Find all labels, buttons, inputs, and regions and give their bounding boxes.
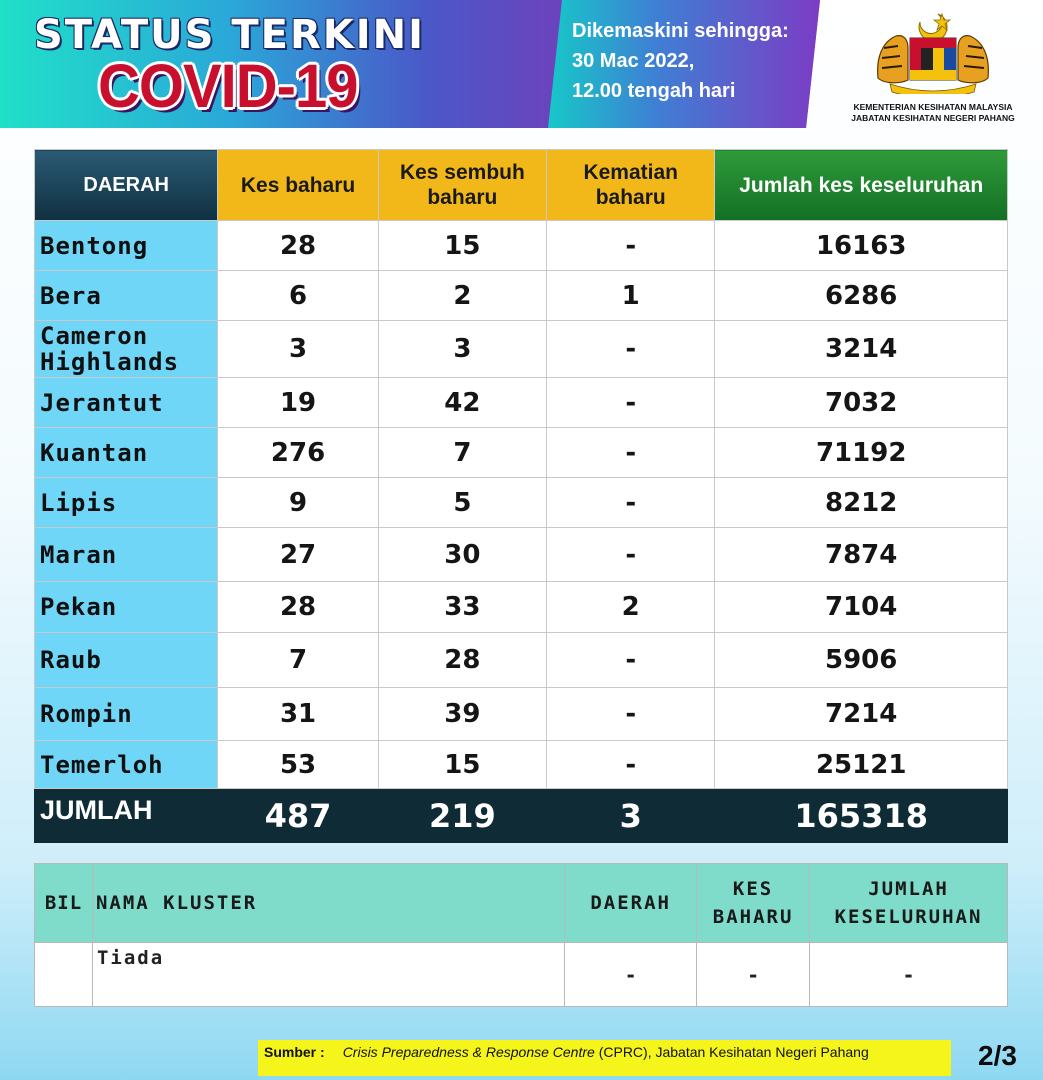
jumlah-cell: 8212: [715, 478, 1008, 528]
source-label: Sumber :: [264, 1044, 325, 1060]
kes-sembuh-cell: 33: [378, 582, 546, 633]
district-name: Maran: [35, 528, 218, 582]
ministry-line-2: JABATAN KESIHATAN NEGERI PAHANG: [851, 113, 1015, 123]
table-row: [35, 741, 1008, 789]
ministry-name: [828, 102, 1038, 124]
kematian-cell: -: [547, 378, 715, 428]
kes-sembuh-cell: 3: [378, 321, 546, 378]
total-label: JUMLAH: [35, 789, 218, 843]
update-line-3: 12.00 tengah hari: [572, 80, 736, 102]
table-header-row: [35, 150, 1008, 221]
update-info: [572, 16, 789, 106]
kes-baharu-cell: 3: [218, 321, 378, 378]
jumlah-cell: 16163: [715, 221, 1008, 271]
header-cluster-jumlah: JUMLAH KESELURUHAN: [810, 864, 1008, 943]
table-row: [35, 582, 1008, 633]
source-note: [258, 1040, 951, 1076]
ministry-line-1: KEMENTERIAN KESIHATAN MALAYSIA: [853, 102, 1013, 112]
kes-baharu-cell: 19: [218, 378, 378, 428]
cluster-nama: Tiada: [92, 943, 564, 1007]
table-row: [35, 478, 1008, 528]
kes-baharu-cell: 7: [218, 633, 378, 688]
total-jumlah: 165318: [715, 789, 1008, 843]
kes-sembuh-cell: 7: [378, 428, 546, 478]
jumlah-cell: 6286: [715, 271, 1008, 321]
kematian-cell: -: [547, 688, 715, 741]
jumlah-cell: 25121: [715, 741, 1008, 789]
table-row: [35, 528, 1008, 582]
kes-baharu-cell: 28: [218, 582, 378, 633]
kes-baharu-cell: 9: [218, 478, 378, 528]
source-org-rest: (CPRC), Jabatan Kesihatan Negeri Pahang: [594, 1044, 869, 1060]
cluster-jumlah: -: [810, 943, 1008, 1007]
cluster-row: [35, 943, 1008, 1007]
cluster-daerah: -: [565, 943, 697, 1007]
table-row: [35, 221, 1008, 271]
header-kes-baharu: Kes baharu: [218, 150, 378, 221]
cluster-kes-baharu: -: [697, 943, 810, 1007]
header-jumlah: Jumlah kes keseluruhan: [715, 150, 1008, 221]
kes-baharu-cell: 53: [218, 741, 378, 789]
kes-sembuh-cell: 42: [378, 378, 546, 428]
total-row: [35, 789, 1008, 843]
header-kematian: Kematian baharu: [547, 150, 715, 221]
jumlah-cell: 71192: [715, 428, 1008, 478]
table-row: [35, 428, 1008, 478]
district-name: Kuantan: [35, 428, 218, 478]
jumlah-cell: 7032: [715, 378, 1008, 428]
jumlah-cell: 7874: [715, 528, 1008, 582]
header-kes-sembuh: Kes sembuh baharu: [378, 150, 546, 221]
kematian-cell: 1: [547, 271, 715, 321]
total-kes-sembuh: 219: [378, 789, 546, 843]
kematian-cell: -: [547, 428, 715, 478]
coat-of-arms-icon: [868, 8, 998, 94]
update-line-1: Dikemaskini sehingga:: [572, 20, 789, 42]
district-name: Bentong: [35, 221, 218, 271]
district-name: Raub: [35, 633, 218, 688]
jumlah-cell: 5906: [715, 633, 1008, 688]
header-daerah: DAERAH: [35, 150, 218, 221]
header-cluster-kes-baharu: KES BAHARU: [697, 864, 810, 943]
district-name: Lipis: [35, 478, 218, 528]
jumlah-cell: 7214: [715, 688, 1008, 741]
kematian-cell: -: [547, 478, 715, 528]
title-covid: COVID-19: [98, 52, 358, 121]
kes-sembuh-cell: 39: [378, 688, 546, 741]
header: [0, 0, 1043, 130]
district-name: Temerloh: [35, 741, 218, 789]
ministry-logo-area: [828, 6, 1038, 128]
kes-baharu-cell: 6: [218, 271, 378, 321]
kematian-cell: -: [547, 528, 715, 582]
kes-sembuh-cell: 15: [378, 221, 546, 271]
kematian-cell: 2: [547, 582, 715, 633]
kematian-cell: -: [547, 221, 715, 271]
total-kes-baharu: 487: [218, 789, 378, 843]
district-name: Jerantut: [35, 378, 218, 428]
header-bil: BIL: [35, 864, 93, 943]
page-number: 2/3: [978, 1040, 1017, 1071]
table-row: [35, 321, 1008, 378]
table-row: [35, 271, 1008, 321]
district-name: Pekan: [35, 582, 218, 633]
table-row: [35, 633, 1008, 688]
title-status: STATUS TERKINI: [34, 12, 425, 58]
kes-sembuh-cell: 30: [378, 528, 546, 582]
kes-sembuh-cell: 15: [378, 741, 546, 789]
source-org-italic: Crisis Preparedness & Response Centre: [342, 1044, 595, 1060]
table-row: [35, 688, 1008, 741]
kes-baharu-cell: 276: [218, 428, 378, 478]
table-row: [35, 378, 1008, 428]
district-cases-table: [34, 149, 1008, 843]
kes-sembuh-cell: 2: [378, 271, 546, 321]
kematian-cell: -: [547, 741, 715, 789]
kes-sembuh-cell: 28: [378, 633, 546, 688]
district-name: Cameron Highlands: [35, 321, 218, 378]
update-line-2: 30 Mac 2022,: [572, 50, 695, 72]
kes-baharu-cell: 28: [218, 221, 378, 271]
cluster-table: [34, 863, 1008, 1007]
cluster-bil: [35, 943, 93, 1007]
kes-baharu-cell: 27: [218, 528, 378, 582]
district-name: Rompin: [35, 688, 218, 741]
jumlah-cell: 3214: [715, 321, 1008, 378]
kes-sembuh-cell: 5: [378, 478, 546, 528]
district-name: Bera: [35, 271, 218, 321]
kematian-cell: -: [547, 633, 715, 688]
total-kematian: 3: [547, 789, 715, 843]
kes-baharu-cell: 31: [218, 688, 378, 741]
jumlah-cell: 7104: [715, 582, 1008, 633]
header-cluster-daerah: DAERAH: [565, 864, 697, 943]
header-nama-kluster: NAMA KLUSTER: [92, 864, 564, 943]
cluster-header-row: [35, 864, 1008, 943]
kematian-cell: -: [547, 321, 715, 378]
